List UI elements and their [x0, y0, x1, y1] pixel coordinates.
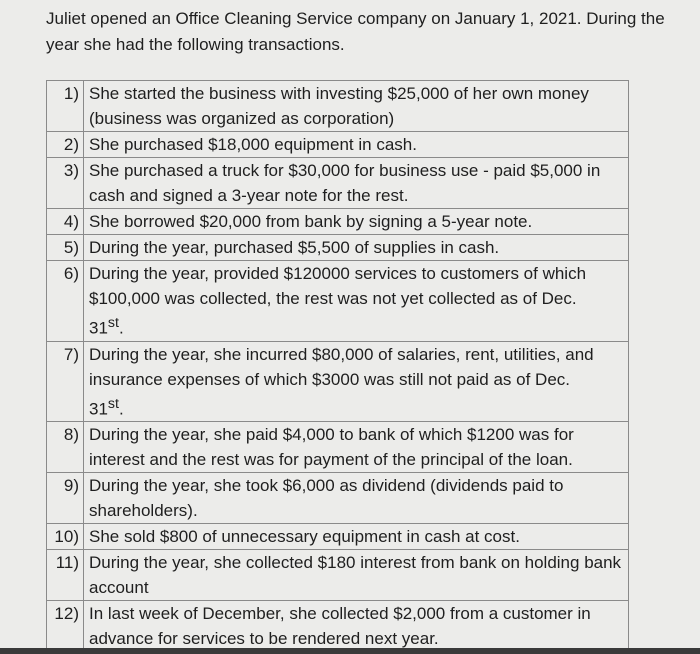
row-description: In last week of December, she collected $2,000 from a customer in advance for services to be rendered next year. [84, 601, 629, 652]
row-description: She sold $800 of unnecessary equipment in cash at cost. [84, 524, 629, 550]
row-description: During the year, she incurred $80,000 of salaries, rent, utilities, and insurance expenses of which $3000 was still not paid as of Dec. 31st. [84, 341, 629, 422]
table-row [47, 132, 629, 158]
bottom-edge-bar [0, 648, 700, 654]
table-row [47, 235, 629, 261]
transactions-table [46, 80, 629, 652]
row-number: 5) [47, 235, 84, 261]
row-number: 10) [47, 524, 84, 550]
row-number: 7) [47, 341, 84, 422]
intro-paragraph: Juliet opened an Office Cleaning Service company on January 1, 2021. During the year she had the following transactions. [46, 9, 665, 54]
row-number: 8) [47, 422, 84, 473]
row-number: 2) [47, 132, 84, 158]
row-number: 9) [47, 473, 84, 524]
table-row [47, 158, 629, 209]
row-text: During the year, she incurred $80,000 of salaries, rent, utilities, and insurance expenses of which $3000 was still not paid as of Dec. [89, 344, 594, 389]
row-number: 3) [47, 158, 84, 209]
row-description: She started the business with investing $25,000 of her own money (business was organized as corporation) [84, 81, 629, 132]
table-row [47, 341, 629, 422]
row-number: 1) [47, 81, 84, 132]
table-row [47, 550, 629, 601]
row-description: During the year, provided $120000 services to customers of which $100,000 was collected, the rest was not yet collected as of Dec. 31st. [84, 261, 629, 342]
row-number: 6) [47, 261, 84, 342]
table-row [47, 81, 629, 132]
date-day: 31 [89, 318, 108, 338]
ordinal-suffix: st [107, 395, 119, 412]
row-text: During the year, provided $120000 services to customers of which $100,000 was collected, the rest was not yet collected as of Dec. [89, 264, 587, 308]
table-row [47, 524, 629, 550]
date-day: 31 [89, 399, 108, 419]
row-number: 12) [47, 601, 84, 652]
table-row [47, 473, 629, 524]
row-description: During the year, purchased $5,500 of supplies in cash. [84, 235, 629, 261]
table-row [47, 601, 629, 652]
row-description: During the year, she paid $4,000 to bank of which $1200 was for interest and the rest was for payment of the principal of the loan. [84, 422, 629, 473]
row-description: She borrowed $20,000 from bank by signing a 5-year note. [84, 209, 629, 235]
row-description: During the year, she took $6,000 as dividend (dividends paid to shareholders). [84, 473, 629, 524]
row-number: 4) [47, 209, 84, 235]
table-row [47, 422, 629, 473]
row-description: She purchased $18,000 equipment in cash. [84, 132, 629, 158]
row-number: 11) [47, 550, 84, 601]
ordinal-suffix: st [107, 315, 119, 331]
table-row [47, 261, 629, 342]
table-row [47, 209, 629, 235]
row-description: During the year, she collected $180 interest from bank on holding bank account [84, 550, 629, 601]
row-description: She purchased a truck for $30,000 for business use - paid $5,000 in cash and signed a 3-year note for the rest. [84, 158, 629, 209]
